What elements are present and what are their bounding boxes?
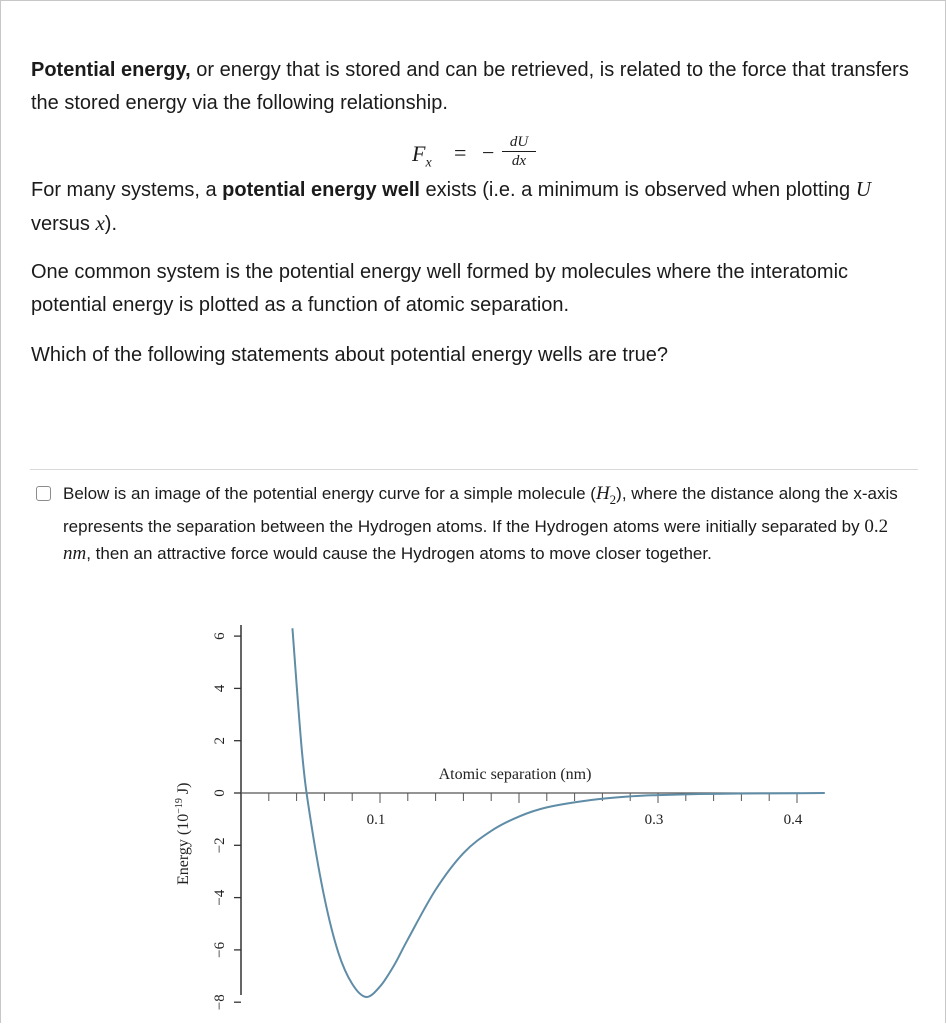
y-tick-label: 6 <box>212 632 228 640</box>
y-tick-label: −4 <box>212 889 228 906</box>
equation-equals: = <box>454 140 467 165</box>
option-divider <box>30 469 918 470</box>
x-tick-label: 0.1 <box>366 812 386 828</box>
var-x: x <box>95 211 105 235</box>
well-text-mid: versus <box>31 213 96 235</box>
x-tick-label: 0.4 <box>783 812 803 828</box>
x-axis-label: Atomic separation (nm) <box>438 766 592 783</box>
fraction-denominator: dx <box>511 153 527 169</box>
y-axis-label: Energy ($10^{-19}$ J) <box>174 782 192 885</box>
y-tick-label: 4 <box>212 684 228 693</box>
molecule-h2: $H_2$ <box>595 483 617 507</box>
intro-paragraph <box>31 54 921 120</box>
well-paragraph <box>31 173 921 241</box>
equation-lhs: $F_x$ <box>412 141 432 171</box>
well-text-end: ). <box>104 213 118 235</box>
y-tick-label: −6 <box>212 941 228 958</box>
separation-value: 0.2 <box>864 515 889 537</box>
option-1-text[interactable] <box>63 480 913 567</box>
option-text-1: Below is an image of the potential energy curve for a simple molecule ( <box>63 484 596 503</box>
option-text-3: , then an attractive force would cause the Hydrogen atoms to move closer together. <box>86 543 712 563</box>
fraction-numerator: dU <box>502 133 536 152</box>
x-tick-label: 0.3 <box>644 812 664 828</box>
derivative-fraction <box>502 133 536 170</box>
well-term: potential energy well <box>222 179 420 201</box>
intro-text: or energy that is stored and can be retrieved, is related to the force that transfers the stored energy via the following relationship. <box>31 59 909 114</box>
y-tick-label: −8 <box>212 994 228 1011</box>
well-text-pre: For many systems, a <box>31 179 223 201</box>
force-equation <box>412 133 552 175</box>
y-tick-label: 2 <box>212 736 228 745</box>
separation-unit: nm <box>63 542 87 564</box>
y-tick-label: 0 <box>212 789 228 797</box>
system-paragraph: One common system is the potential energy well formed by molecules where the interatomic potential energy is plotted as a function of atomic separation. <box>31 261 849 316</box>
var-u: U <box>855 177 871 201</box>
y-tick-label: −2 <box>212 837 228 854</box>
option-text-2: ), where the distance along the x-axis represents the separation between the Hydrogen atoms. If the Hydrogen atoms were initially separated by <box>63 484 898 536</box>
equation-minus: − <box>482 140 495 165</box>
potential-energy-term: Potential energy, <box>31 59 191 81</box>
option-1-checkbox[interactable] <box>36 486 51 501</box>
well-text-post: exists (i.e. a minimum is observed when plotting <box>419 179 856 201</box>
question-prompt: Which of the following statements about potential energy wells are true? <box>31 344 669 366</box>
